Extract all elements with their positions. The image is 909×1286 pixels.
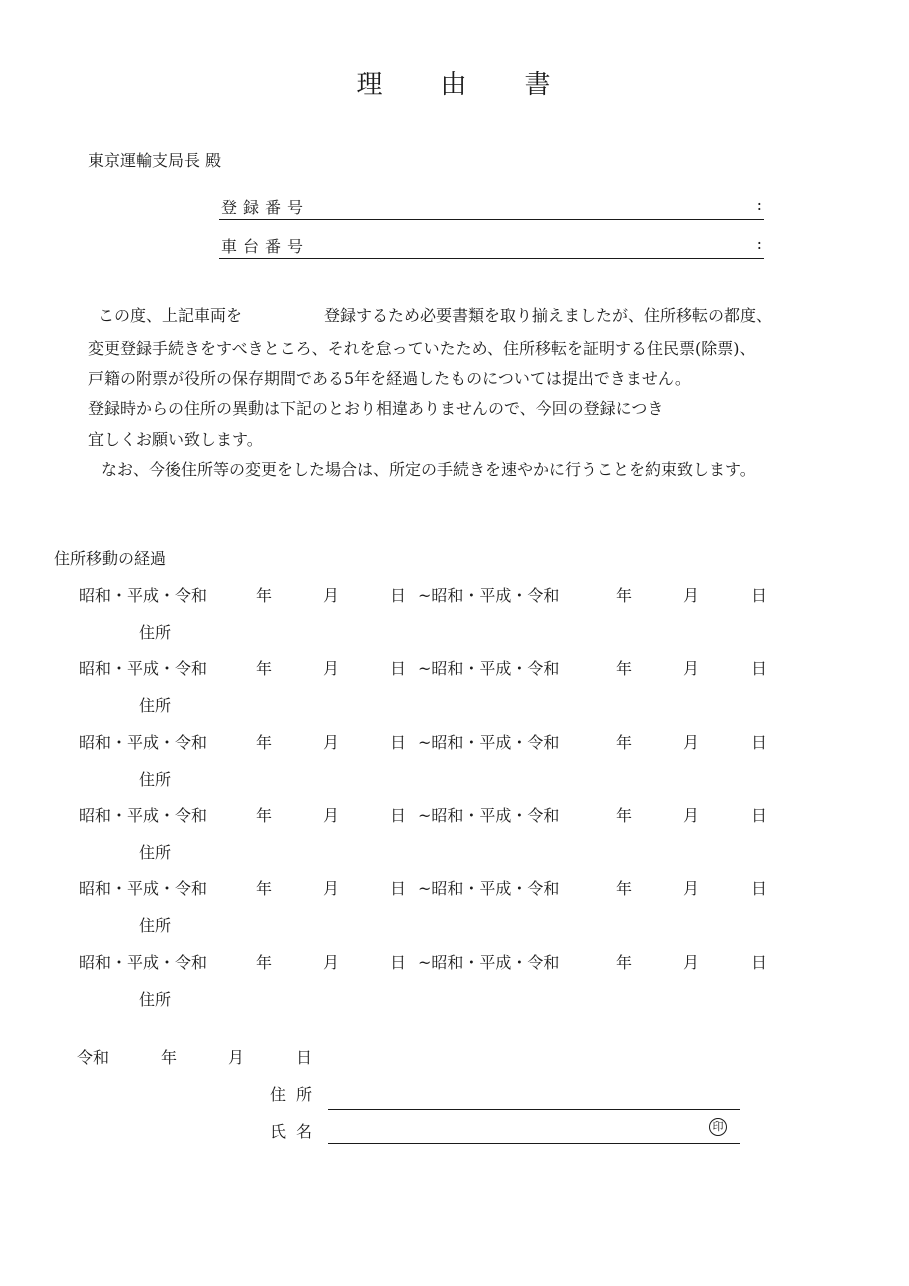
month-label: 月: [323, 879, 340, 898]
month-label: 月: [323, 586, 340, 605]
year-label: 年: [616, 806, 633, 825]
address-label: 住所: [139, 770, 172, 789]
day-label: 日: [390, 806, 407, 825]
history-row: [0, 656, 909, 716]
signature-address-line[interactable]: [328, 1109, 740, 1110]
field-colon: :: [756, 195, 762, 214]
field-colon: :: [756, 234, 762, 253]
day-label: 日: [751, 879, 768, 898]
registration-number-label: 登録番号: [221, 198, 310, 217]
date-day: 日: [296, 1048, 313, 1067]
history-row: [0, 876, 909, 936]
month-label: 月: [683, 733, 700, 752]
era-options: 昭和・平成・令和: [79, 586, 208, 605]
day-label: 日: [390, 659, 407, 678]
registration-number-field[interactable]: [219, 193, 764, 220]
date-era: 令和: [77, 1048, 110, 1067]
day-label: 日: [390, 953, 407, 972]
signature-name-line[interactable]: [328, 1143, 740, 1144]
year-label: 年: [616, 953, 633, 972]
month-label: 月: [323, 806, 340, 825]
day-label: 日: [751, 586, 768, 605]
day-label: 日: [390, 733, 407, 752]
paragraph-line-2: 変更登録手続きをすべきところ、それを怠っていたため、住所移転を証明する住民票(除票)、: [88, 339, 756, 358]
address-label: 住所: [139, 916, 172, 935]
era-options-end: ~昭和・平成・令和: [418, 733, 560, 752]
history-row: [0, 950, 909, 1010]
date-year: 年: [161, 1048, 178, 1067]
era-options: 昭和・平成・令和: [79, 659, 208, 678]
day-label: 日: [751, 733, 768, 752]
paragraph-line-5: 宜しくお願い致します。: [88, 430, 263, 449]
seal-icon: 印: [709, 1118, 727, 1136]
month-label: 月: [323, 659, 340, 678]
history-row: [0, 583, 909, 643]
year-label: 年: [256, 733, 273, 752]
title-char: 書: [524, 70, 553, 100]
year-label: 年: [616, 733, 633, 752]
signature-address-label: 住所: [270, 1085, 323, 1104]
chassis-number-label: 車台番号: [221, 237, 310, 256]
title-char: 理: [356, 70, 385, 100]
paragraph-line-6: なお、今後住所等の変更をした場合は、所定の手続きを速やかに行うことを約束致します。: [101, 460, 756, 479]
paragraph-line-4: 登録時からの住所の異動は下記のとおり相違ありませんので、今回の登録につき: [88, 399, 664, 418]
signing-date: [77, 1045, 377, 1067]
month-label: 月: [683, 953, 700, 972]
signature-name-label: 氏名: [270, 1122, 323, 1141]
day-label: 日: [390, 586, 407, 605]
address-label: 住所: [139, 696, 172, 715]
addressee: 東京運輸支局長 殿: [88, 151, 222, 170]
page-title: [0, 64, 909, 101]
day-label: 日: [751, 659, 768, 678]
era-options-end: ~昭和・平成・令和: [418, 879, 560, 898]
day-label: 日: [390, 879, 407, 898]
title-char: 由: [440, 70, 469, 100]
year-label: 年: [256, 586, 273, 605]
history-row: [0, 730, 909, 790]
paragraph-line-3: 戸籍の附票が役所の保存期間である5年を経過したものについては提出できません。: [88, 369, 691, 388]
paragraph-line-1b: 登録するため必要書類を取り揃えましたが、住所移転の都度、: [324, 306, 773, 325]
year-label: 年: [616, 659, 633, 678]
era-options-end: ~昭和・平成・令和: [418, 659, 560, 678]
month-label: 月: [323, 733, 340, 752]
month-label: 月: [683, 806, 700, 825]
address-label: 住所: [139, 990, 172, 1009]
year-label: 年: [256, 659, 273, 678]
month-label: 月: [683, 879, 700, 898]
era-options-end: ~昭和・平成・令和: [418, 953, 560, 972]
address-history-title: 住所移動の経過: [54, 549, 167, 568]
month-label: 月: [323, 953, 340, 972]
era-options: 昭和・平成・令和: [79, 733, 208, 752]
era-options-end: ~昭和・平成・令和: [418, 586, 560, 605]
address-label: 住所: [139, 623, 172, 642]
month-label: 月: [683, 659, 700, 678]
year-label: 年: [256, 879, 273, 898]
date-month: 月: [228, 1048, 245, 1067]
year-label: 年: [256, 806, 273, 825]
paragraph-line-1a: この度、上記車両を: [98, 306, 243, 325]
era-options: 昭和・平成・令和: [79, 806, 208, 825]
year-label: 年: [616, 586, 633, 605]
day-label: 日: [751, 806, 768, 825]
day-label: 日: [751, 953, 768, 972]
month-label: 月: [683, 586, 700, 605]
era-options: 昭和・平成・令和: [79, 879, 208, 898]
year-label: 年: [616, 879, 633, 898]
era-options-end: ~昭和・平成・令和: [418, 806, 560, 825]
chassis-number-field[interactable]: [219, 232, 764, 259]
era-options: 昭和・平成・令和: [79, 953, 208, 972]
address-label: 住所: [139, 843, 172, 862]
year-label: 年: [256, 953, 273, 972]
history-row: [0, 803, 909, 863]
